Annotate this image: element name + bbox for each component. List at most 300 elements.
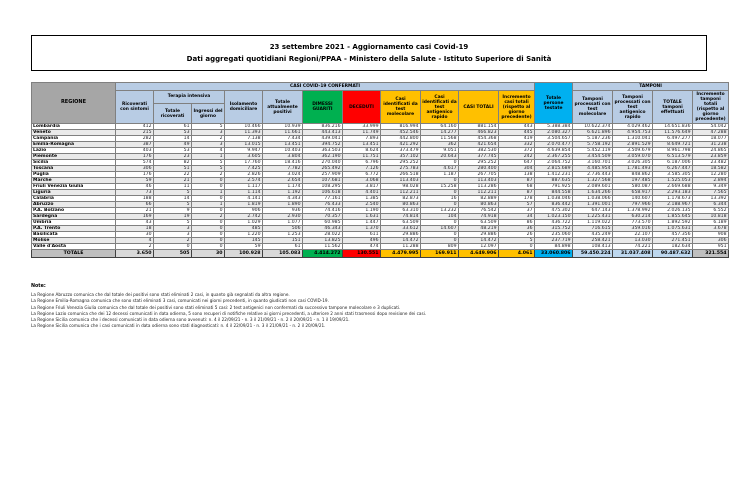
value-cell: 295.252 [459, 160, 499, 166]
value-cell: 29.886 [381, 232, 421, 238]
note-line: La Regione Sicilia comunica che i casi comunicati in data odierna sono stati diagnosticati: n. 4 il 22/09/21 - n. 3 il 21/09/21 - n. 2 il 20/09/21. [31, 323, 326, 329]
value-cell: 2 [116, 244, 154, 250]
value-cell: 21 [116, 208, 154, 214]
header-incremento-casi: Incremento casi totali (rispetto al giorno precedente) [499, 91, 535, 124]
value-cell: 11.661 [263, 130, 303, 136]
value-cell: 836.442 [535, 202, 573, 208]
value-cell: 1.631 [343, 214, 381, 220]
notes-list [31, 292, 686, 330]
value-cell: 3.454.509 [573, 154, 613, 160]
region-cell: Lazio [32, 148, 116, 154]
covid-data-table [31, 82, 729, 258]
value-cell: 7.425 [225, 166, 263, 172]
value-cell: 36 [499, 226, 535, 232]
value-cell: 82.873 [381, 196, 421, 202]
value-cell: 0 [421, 160, 459, 166]
value-cell: 23.482 [693, 160, 729, 166]
value-cell: 2.736.443 [573, 172, 613, 178]
value-cell: 74.221 [613, 244, 653, 250]
value-cell: 271.451 [653, 238, 693, 244]
value-cell: 457.356 [653, 232, 693, 238]
value-cell: 6.796 [343, 160, 381, 166]
value-cell: 1.253 [263, 232, 303, 238]
note-line: La Regione Friuli Venezia Giulia comunica che dal totale dei positivi sono stati eliminati 5 casi: 2 test antigenici non confermati da successivo tampone molecolare e 3 duplicati. [31, 304, 401, 310]
value-cell: 282 [116, 136, 154, 142]
value-cell: 6.189 [693, 220, 729, 226]
value-cell: 9.349 [693, 184, 729, 190]
value-cell: 3.068 [343, 178, 381, 184]
value-cell: 1 [192, 154, 225, 160]
value-cell: 23.859 [693, 154, 729, 160]
value-cell: 2.540 [343, 202, 381, 208]
region-cell: Campania [32, 136, 116, 142]
header-tamponi-band: TAMPONI [573, 83, 729, 91]
value-cell: 11.576.649 [653, 130, 693, 136]
value-cell: 11.751 [343, 154, 381, 160]
value-cell: 104 [421, 214, 459, 220]
region-cell: Valle d'Aosta [32, 244, 116, 250]
value-cell: 113.403 [459, 178, 499, 184]
value-cell: 29.886 [459, 232, 499, 238]
value-cell: 387 [116, 142, 154, 148]
total-value-cell: 4.649.906 [459, 250, 499, 258]
value-cell: 3.817 [343, 184, 381, 190]
value-cell: 76.433 [303, 202, 343, 208]
value-cell: 403 [116, 148, 154, 154]
value-cell: 4.485.954 [573, 166, 613, 172]
value-cell: 474 [343, 244, 381, 250]
total-value-cell: 169.911 [421, 250, 459, 258]
value-cell: 18.077 [693, 136, 729, 142]
value-cell: 22.107 [613, 232, 653, 238]
value-cell: 1.855.645 [653, 214, 693, 220]
value-cell: 215 [116, 130, 154, 136]
value-cell: 4.617 [421, 166, 459, 172]
value-cell: 3 [192, 130, 225, 136]
value-cell: 797.966 [613, 202, 653, 208]
value-cell: 11.749 [343, 130, 381, 136]
value-cell: 57 [499, 202, 535, 208]
value-cell: 1.412.231 [535, 172, 573, 178]
value-cell: 0 [154, 244, 192, 250]
value-cell: 452.546 [381, 130, 421, 136]
value-cell: 108.413 [573, 244, 613, 250]
value-cell: 2.930 [263, 214, 303, 220]
value-cell: 98.028 [381, 184, 421, 190]
value-cell: 176 [116, 154, 154, 160]
value-cell: 1.178.673 [653, 196, 693, 202]
total-value-cell: 90.487.632 [653, 250, 693, 258]
value-cell: 647 [499, 160, 535, 166]
value-cell: 47.288 [693, 130, 729, 136]
value-cell: 82 [154, 160, 192, 166]
value-cell: 3.678 [693, 226, 729, 232]
value-cell: 20.643 [421, 154, 459, 160]
value-cell: 1.038.046 [535, 196, 573, 202]
value-cell: 34 [499, 214, 535, 220]
value-cell: 496 [343, 238, 381, 244]
value-cell: 1.310.041 [613, 136, 653, 142]
note-line: La Regione Lazio comunica che dei 12 decessi comunicati in data odierna, 5 sono recuperi di notifiche relative ai giorni precedenti, a ulteriore 2 anni stati trasmessi dopo revisione dei casi. [31, 310, 427, 316]
value-cell: 6.552 [693, 208, 729, 214]
value-cell: 61 [154, 124, 192, 130]
region-cell: Basilicata [32, 232, 116, 238]
total-value-cell: 130.551 [343, 250, 381, 258]
region-cell: P.A. Trento [32, 226, 116, 232]
value-cell: 18 [116, 226, 154, 232]
value-cell: 6.187.006 [653, 160, 693, 166]
value-cell: 0 [192, 208, 225, 214]
value-cell: 2 [154, 238, 192, 244]
value-cell: 0 [421, 190, 459, 196]
value-cell: 2.669.688 [653, 184, 693, 190]
value-cell: 242 [499, 154, 535, 160]
report-date-title: 23 settembre 2021 - Aggiornamento casi Covid-19 [269, 43, 469, 51]
value-cell: 2 [192, 172, 225, 178]
total-label: TOTALE [32, 250, 116, 258]
value-cell: 5 [154, 202, 192, 208]
value-cell: 10.466 [225, 124, 263, 130]
value-cell: 7.893 [343, 136, 381, 142]
header-incremento-tamponi: Incremento tamponi totali (rispetto al giorno precedente) [693, 91, 729, 124]
value-cell: 887.635 [535, 178, 573, 184]
value-cell: 12.280 [693, 172, 729, 178]
region-cell: Emilia-Romagna [32, 142, 116, 148]
value-cell: 10.939 [263, 124, 303, 130]
value-cell: 421.654 [459, 142, 499, 148]
value-cell: 197.485 [613, 178, 653, 184]
value-cell: 435.249 [573, 232, 613, 238]
value-cell: 2.089.601 [573, 184, 613, 190]
value-cell: 1 [192, 202, 225, 208]
value-cell: 6.497.277 [653, 136, 693, 142]
value-cell: 64.160 [421, 124, 459, 130]
value-cell: 176 [116, 172, 154, 178]
value-cell: 54.042 [693, 124, 729, 130]
value-cell: 936 [263, 208, 303, 214]
value-cell: 10.622.374 [573, 124, 613, 130]
value-cell: 0 [192, 244, 225, 250]
value-cell: 1.174 [263, 184, 303, 190]
header-ti-ingressi: Ingressi del giorno [192, 103, 225, 124]
value-cell: 0 [192, 232, 225, 238]
value-cell: 1.077 [263, 220, 303, 226]
value-cell: 1.890 [263, 202, 303, 208]
value-cell: 26 [499, 232, 535, 238]
value-cell: 5.758.192 [573, 142, 613, 148]
value-cell: 0 [192, 196, 225, 202]
value-cell: 16 [421, 196, 459, 202]
value-cell: 2.026.135 [653, 208, 693, 214]
value-cell: 306 [116, 166, 154, 172]
region-cell: P.A. Bolzano [32, 208, 116, 214]
value-cell: 188 [116, 196, 154, 202]
value-cell: 372 [499, 148, 535, 154]
value-cell: 295.252 [381, 160, 421, 166]
value-cell: 5 [154, 190, 192, 196]
header-deceduti: DECEDUTI [343, 91, 381, 124]
value-cell: 145 [225, 238, 263, 244]
value-cell: 836.216 [303, 124, 343, 130]
value-cell: 506 [263, 226, 303, 232]
value-cell: 43 [116, 220, 154, 226]
value-cell: 4.954.753 [613, 130, 653, 136]
value-cell: 84.898 [535, 244, 573, 250]
value-cell: 2.826 [225, 172, 263, 178]
value-cell: 11.562 [303, 244, 343, 250]
value-cell: 1.190 [343, 208, 381, 214]
value-cell: 2.891.529 [613, 142, 653, 148]
note-line: La Regione Sicilia comunica che i decessi comunicati in data odierna sono avvenuti: n. 4 il 22/09/21 - n. 3 il 21/09/21 - n. 2 il 20/09/21 - n. 1 il 19/09/21. [31, 317, 350, 323]
value-cell: 280.400 [459, 166, 499, 172]
value-cell: 3 [154, 226, 192, 232]
value-cell: 59 [116, 178, 154, 184]
value-cell: 4.639.854 [535, 148, 573, 154]
region-cell: Abruzzo [32, 202, 116, 208]
value-cell: 63.509 [381, 220, 421, 226]
value-cell: 14.472 [459, 238, 499, 244]
value-cell: 436.722 [535, 220, 573, 226]
value-cell: 6.513.579 [653, 154, 693, 160]
value-cell: 5.187.236 [573, 136, 613, 142]
value-cell: 332 [499, 142, 535, 148]
header-casi-confermati-band: CASI COVID-19 CONFERMATI [116, 83, 535, 91]
value-cell: 14.651.836 [653, 124, 693, 130]
value-cell: 0 [421, 232, 459, 238]
value-cell: 0 [192, 220, 225, 226]
value-cell: 1.117 [225, 184, 263, 190]
value-cell: 11 [154, 184, 192, 190]
header-attualmente-positivi: Totale attualmente positivi [263, 91, 303, 124]
value-cell: 485 [225, 226, 263, 232]
value-cell: 0 [499, 244, 535, 250]
report-subtitle: Dati aggregati quotidiani Regioni/PPAA - Ministero della Salute - Istituto Superiore di Sanità [186, 55, 552, 63]
header-ti-totale: Totale ricoverati [154, 103, 192, 124]
value-cell: 5 [192, 160, 225, 166]
value-cell: 77.161 [303, 196, 343, 202]
value-cell: 443 [499, 124, 535, 130]
value-cell: 66 [116, 202, 154, 208]
header-casi-molecolare: Casi identificati da test molecolare [381, 91, 421, 124]
value-cell: 13.015 [225, 142, 263, 148]
value-cell: 2.367.255 [535, 154, 573, 160]
value-cell: 439.041 [303, 136, 343, 142]
value-cell: 4.343 [263, 196, 303, 202]
value-cell: 17.760 [225, 160, 263, 166]
value-cell: 1.114 [225, 190, 263, 196]
header-tamponi-antigenico: Tamponi processati con test antigenico rapido [613, 91, 653, 124]
total-value-cell: 3.650 [116, 250, 154, 258]
header-regione: REGIONE [32, 83, 116, 124]
note-line: La Regione Emilia-Romagna comunica che sono stati eliminati 3 casi, comunicati nei giorni precedenti, in quanto giudicati non casi COVID-19. [31, 298, 329, 304]
region-cell: Puglia [32, 172, 116, 178]
value-cell: 257.909 [303, 172, 343, 178]
value-cell: 14 [154, 136, 192, 142]
value-cell: 33.999 [343, 124, 381, 130]
value-cell: 10.403 [263, 148, 303, 154]
value-cell: 258.421 [573, 238, 613, 244]
value-cell: 3.804 [263, 154, 303, 160]
value-cell: 5 [154, 220, 192, 226]
total-row [32, 250, 729, 258]
value-cell: 2.293.183 [653, 190, 693, 196]
value-cell: 8.649.721 [653, 142, 693, 148]
region-cell: Piemonte [32, 154, 116, 160]
value-cell: 13.232 [421, 208, 459, 214]
value-cell: 3 [192, 142, 225, 148]
value-cell: 809 [421, 244, 459, 250]
value-cell: 362.190 [303, 154, 343, 160]
value-cell: 22 [154, 172, 192, 178]
value-cell: 1.220 [225, 232, 263, 238]
value-cell: 9.947 [225, 148, 263, 154]
header-ricoverati: Ricoverati con sintomi [116, 91, 154, 124]
region-cell: Friuli Venezia Giulia [32, 184, 116, 190]
value-cell: 315.752 [535, 226, 573, 232]
value-cell: 4 [116, 238, 154, 244]
value-cell: 270.040 [303, 160, 343, 166]
value-cell: 14 [154, 196, 192, 202]
value-cell: 1.075.631 [653, 226, 693, 232]
value-cell: 14.472 [381, 238, 421, 244]
value-cell: 13.030 [613, 238, 653, 244]
value-cell: 7.138 [225, 136, 263, 142]
value-cell: 107.681 [303, 178, 343, 184]
value-cell: 816.994 [381, 124, 421, 130]
value-cell: 113.286 [459, 184, 499, 190]
header-persone-testate: Totale persone testate [535, 83, 573, 124]
value-cell: 112.211 [459, 190, 499, 196]
value-cell: 18.416 [263, 160, 303, 166]
value-cell: 14.607 [421, 226, 459, 232]
value-cell: 112.211 [381, 190, 421, 196]
header-terapia-intensiva: Terapia intensiva [154, 91, 225, 104]
value-cell: 906 [225, 208, 263, 214]
header-tamponi-molecolare: Tamponi processati con test molecolare [573, 91, 613, 124]
value-cell: 951 [693, 244, 729, 250]
value-cell: 3.585.305 [653, 172, 693, 178]
value-cell: 1 [192, 190, 225, 196]
value-cell: 74.814 [381, 214, 421, 220]
value-cell: 235.060 [535, 232, 573, 238]
value-cell: 0 [192, 226, 225, 232]
total-value-cell: 33.060.806 [535, 250, 573, 258]
value-cell: 773.570 [613, 220, 653, 226]
header-dimessi-guariti: DIMESSI GUARITI [303, 91, 343, 124]
value-cell: 5.452.119 [573, 148, 613, 154]
value-cell: 475.302 [535, 208, 573, 214]
value-cell: 2.080.327 [535, 130, 573, 136]
value-cell: 3.059.070 [613, 154, 653, 160]
header-casi-totali: CASI TOTALI [459, 91, 499, 124]
value-cell: 4.141 [225, 196, 263, 202]
value-cell: 4.029.462 [613, 124, 653, 130]
value-cell: 2.654 [263, 178, 303, 184]
value-cell: 1.447 [343, 220, 381, 226]
value-cell: 1.029 [225, 220, 263, 226]
value-cell: 848.862 [613, 172, 653, 178]
value-cell: 140.607 [613, 196, 653, 202]
value-cell: 4 [192, 148, 225, 154]
value-cell: 63.310 [381, 208, 421, 214]
value-cell: 12.097 [459, 244, 499, 250]
value-cell: 0 [192, 184, 225, 190]
value-cell: 2.574 [225, 178, 263, 184]
value-cell: 19 [154, 214, 192, 220]
value-cell: 0 [421, 202, 459, 208]
value-cell: 580.087 [613, 184, 653, 190]
value-cell: 14.277 [421, 130, 459, 136]
value-cell: 1.525.053 [653, 178, 693, 184]
value-cell: 18.582 [693, 166, 729, 172]
value-cell: 2.188.967 [653, 202, 693, 208]
value-cell: 304 [499, 166, 535, 172]
value-cell: 13.451 [263, 142, 303, 148]
value-cell: 630.214 [613, 214, 653, 220]
value-cell: 9.051 [421, 148, 459, 154]
value-cell: 1.327.568 [573, 178, 613, 184]
value-cell: 74.918 [459, 214, 499, 220]
value-cell: 306 [693, 238, 729, 244]
value-cell: 266.518 [381, 172, 421, 178]
value-cell: 11.288 [381, 244, 421, 250]
value-cell: 574 [116, 160, 154, 166]
note-line: La Regione Abruzzo comunica che dal totale dei positivi sono stati eliminati 2 casi, in quanto già segnalati da altra regione. [31, 292, 290, 297]
value-cell: 908 [693, 232, 729, 238]
total-value-cell: 505 [154, 250, 192, 258]
value-cell: 11.568 [421, 136, 459, 142]
region-cell: Sicilia [32, 160, 116, 166]
region-cell: Calabria [32, 196, 116, 202]
value-cell: 1.225.431 [573, 214, 613, 220]
value-cell: 82.889 [459, 196, 499, 202]
value-cell: 1.819 [225, 202, 263, 208]
value-cell: 10.818 [693, 214, 729, 220]
value-cell: 0 [192, 178, 225, 184]
value-cell: 1.634.266 [573, 190, 613, 196]
value-cell: 419 [499, 136, 535, 142]
value-cell: 169 [116, 214, 154, 220]
value-cell: 658.917 [613, 190, 653, 196]
value-cell: 716.615 [573, 226, 613, 232]
value-cell: 15.258 [421, 184, 459, 190]
value-cell: 1.385 [343, 196, 381, 202]
value-cell: 466.823 [459, 130, 499, 136]
region-cell: Liguria [32, 190, 116, 196]
value-cell: 7.565 [693, 190, 729, 196]
value-cell: 31.238 [693, 142, 729, 148]
header-casi-antigenico: Casi identificati da test antigenico rapido [421, 91, 459, 124]
value-cell: 3 [154, 232, 192, 238]
value-cell: 412 [116, 124, 154, 130]
value-cell: 442.800 [381, 136, 421, 142]
value-cell: 0 [421, 238, 459, 244]
value-cell: 74.416 [303, 208, 343, 214]
value-cell: 421.292 [381, 142, 421, 148]
value-cell: 61 [263, 244, 303, 250]
value-cell: 267.705 [459, 172, 499, 178]
value-cell: 11.393 [225, 130, 263, 136]
value-cell: 1.370 [343, 226, 381, 232]
value-cell: 362 [421, 142, 459, 148]
value-cell: 265.492 [303, 166, 343, 172]
region-cell: Umbria [32, 220, 116, 226]
value-cell: 5.388.384 [535, 124, 573, 130]
total-value-cell: 59.450.224 [573, 250, 613, 258]
value-cell: 791.925 [535, 184, 573, 190]
value-cell: 28.022 [303, 232, 343, 238]
value-cell: 9 [154, 208, 192, 214]
